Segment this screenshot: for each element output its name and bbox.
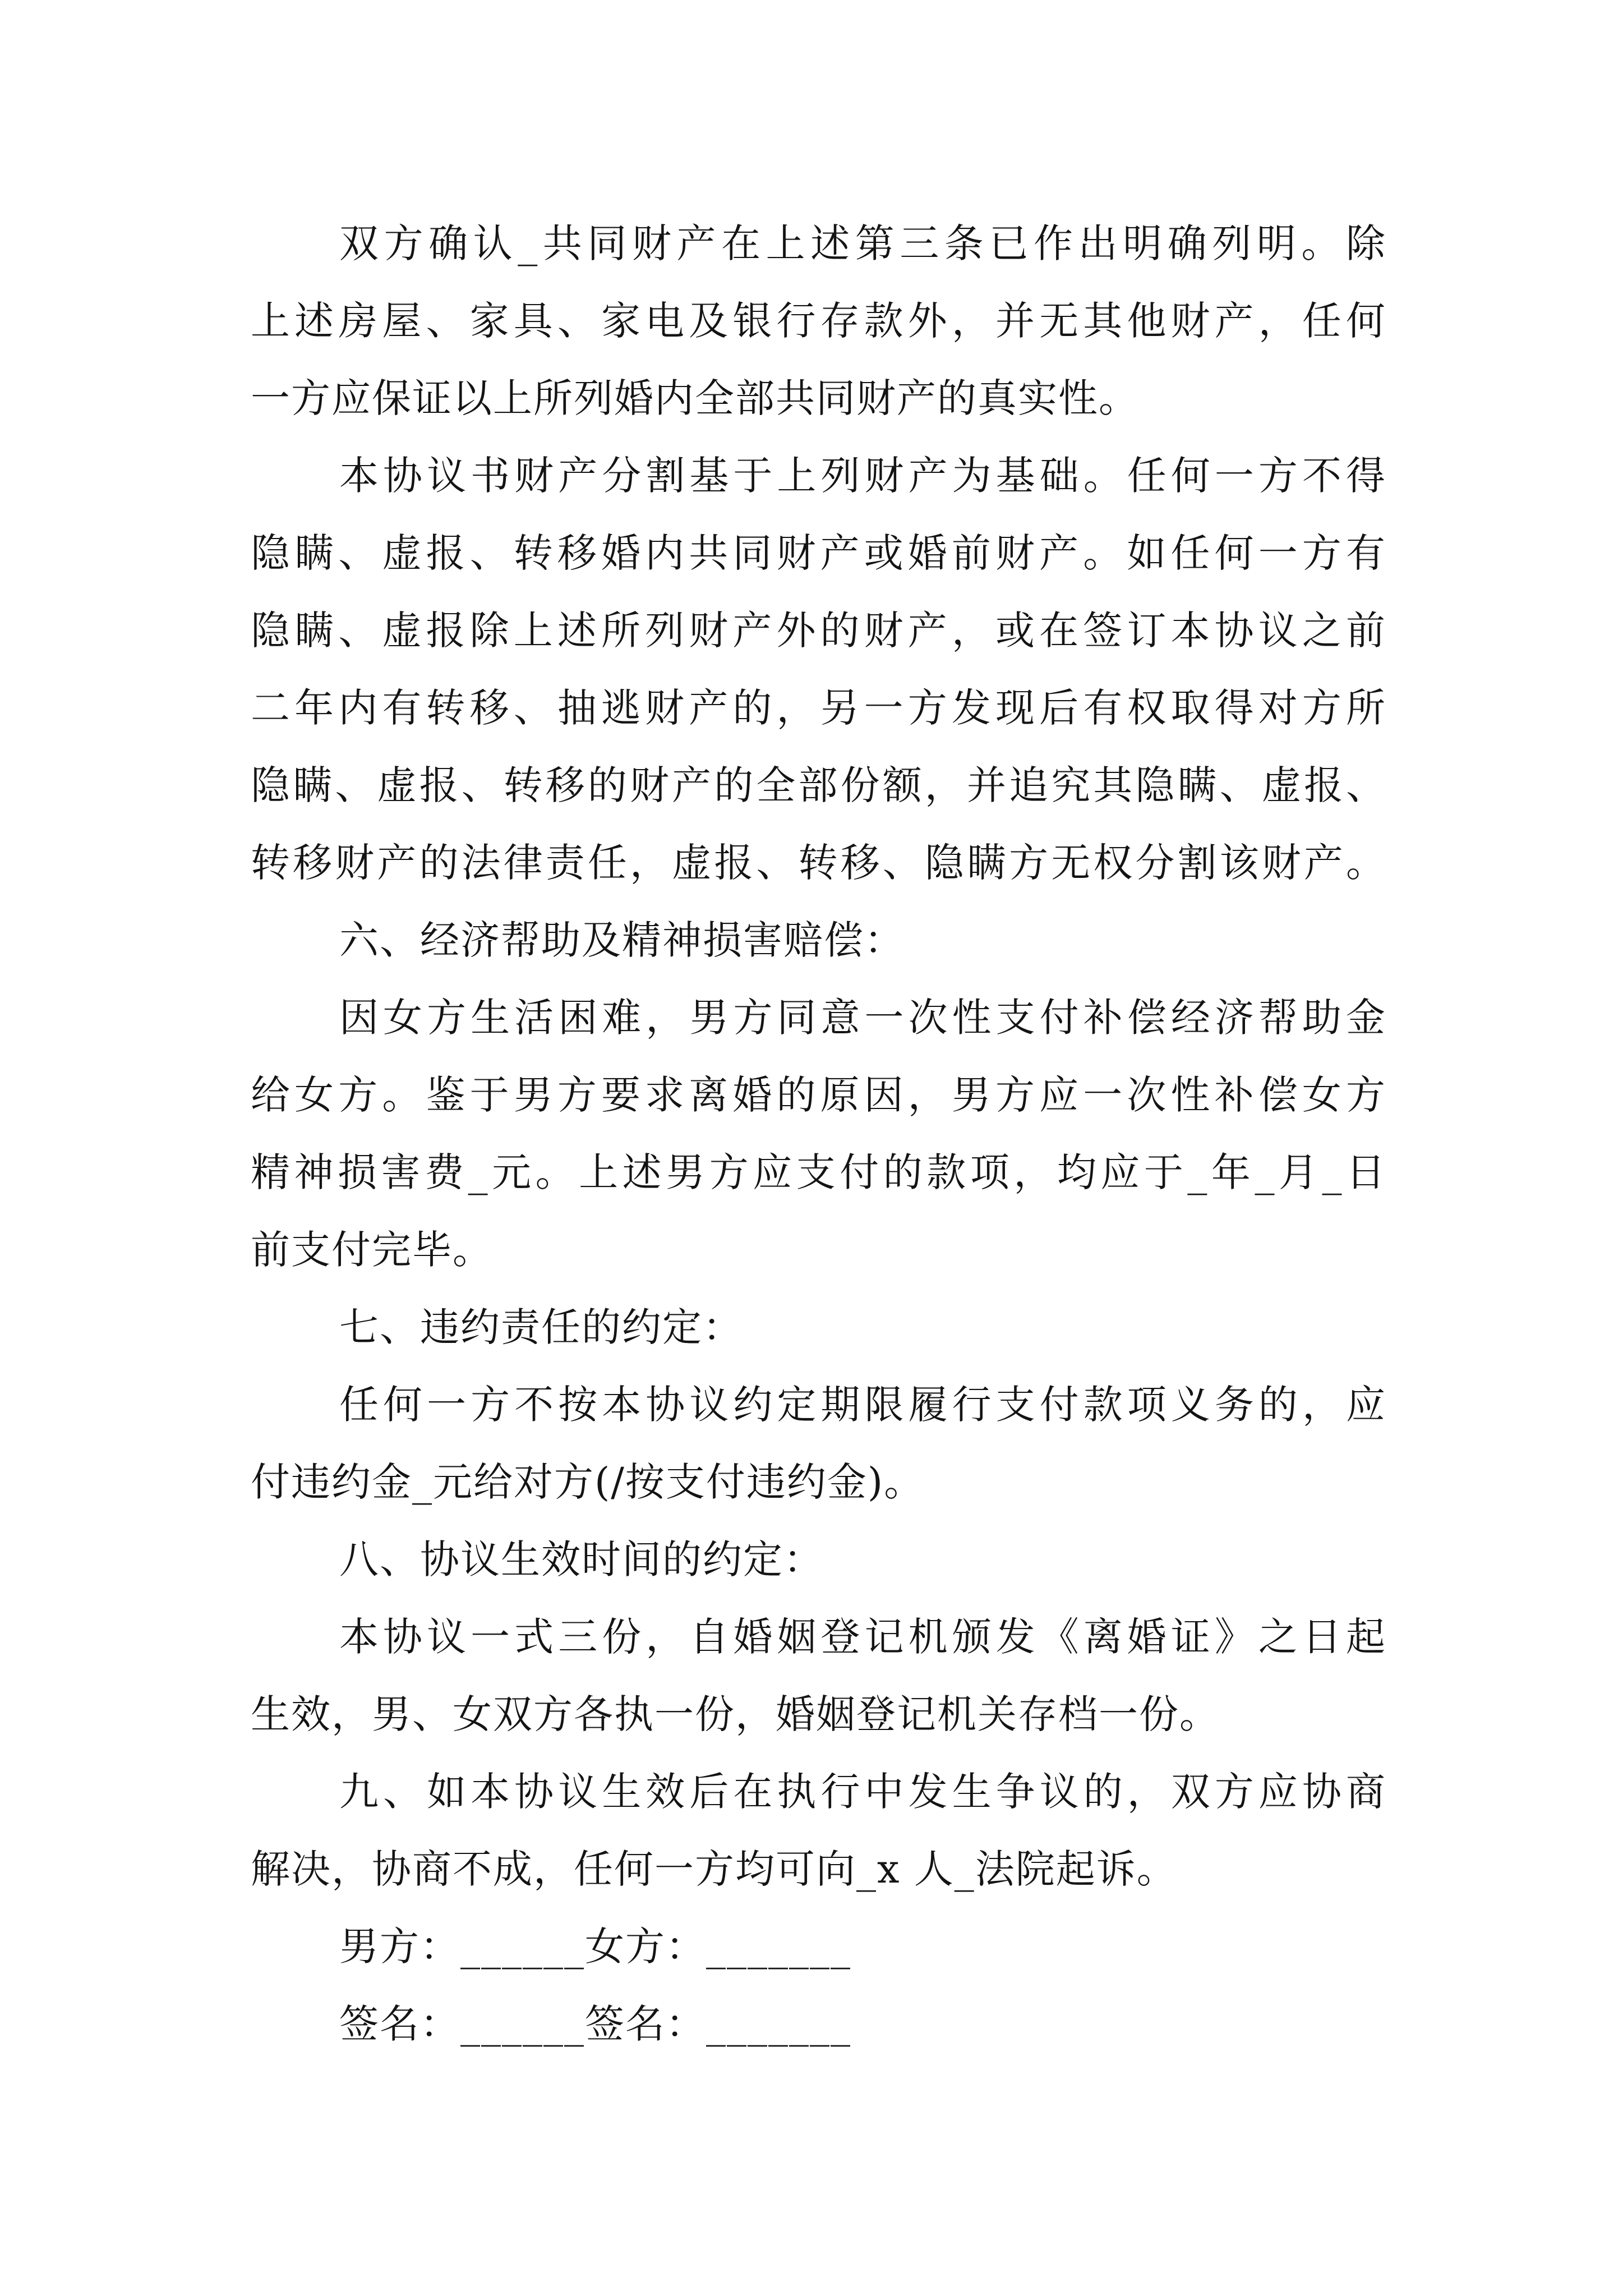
text-line: 一方应保证以上所列婚内全部共同财产的真实性。	[251, 375, 1139, 421]
text-line: 转移财产的法律责任，虚报、转移、隐瞒方无权分割该财产。	[251, 840, 1386, 886]
text-line: 给女方。鉴于男方要求离婚的原因，男方应一次性补偿女方	[251, 1072, 1386, 1118]
text-line: 隐瞒、虚报除上述所列财产外的财产，或在签订本协议之前	[251, 608, 1386, 654]
text-line: 精神损害费_元。上述男方应支付的款项，均应于_年_月_日	[251, 1149, 1386, 1195]
text-line: 本协议书财产分割基于上列财产为基础。任何一方不得	[339, 453, 1386, 499]
paragraph-effective-date	[251, 1598, 1386, 1753]
section-heading: 六、经济帮助及精神损害赔偿：	[339, 917, 905, 963]
signature-block	[251, 1908, 1386, 2063]
section-heading: 八、协议生效时间的约定：	[339, 1536, 824, 1582]
section-heading-seven	[251, 1289, 1386, 1366]
text-line: 前支付完毕。	[251, 1227, 493, 1273]
text-line: 隐瞒、虚报、转移婚内共同财产或婚前财产。如任何一方有	[251, 530, 1386, 576]
text-line: 双方确认_共同财产在上述第三条已作出明确列明。除	[339, 220, 1386, 266]
text-line: 本协议一式三份，自婚姻登记机颁发《离婚证》之日起	[339, 1614, 1386, 1660]
section-heading-six	[251, 901, 1386, 979]
text-line: 解决，协商不成，任何一方均可向_x 人_法院起诉。	[251, 1846, 1177, 1892]
signature-line-parties: 男方：______女方：_______	[339, 1924, 851, 1970]
text-line: 二年内有转移、抽逃财产的，另一方发现后有权取得对方所	[251, 685, 1386, 731]
signature-line-names: 签名：______签名：_______	[339, 2001, 851, 2047]
paragraph-breach-liability	[251, 1366, 1386, 1521]
text-line: 付违约金_元给对方(/按支付违约金)。	[251, 1459, 925, 1505]
text-line: 因女方生活困难，男方同意一次性支付补偿经济帮助金	[339, 995, 1386, 1041]
paragraph-property-confirmation	[251, 205, 1386, 437]
section-heading-eight	[251, 1521, 1386, 1598]
document-body	[251, 205, 1386, 2063]
paragraph-property-division-basis	[251, 437, 1386, 901]
text-line: 上述房屋、家具、家电及银行存款外，并无其他财产，任何	[251, 298, 1386, 344]
paragraph-dispute-resolution	[251, 1753, 1386, 1908]
text-line: 任何一方不按本协议约定期限履行支付款项义务的，应	[339, 1382, 1386, 1428]
paragraph-compensation	[251, 979, 1386, 1289]
text-line: 生效，男、女双方各执一份，婚姻登记机关存档一份。	[251, 1691, 1220, 1737]
text-line: 隐瞒、虚报、转移的财产的全部份额，并追究其隐瞒、虚报、	[251, 762, 1386, 808]
text-line: 九、如本协议生效后在执行中发生争议的，双方应协商	[339, 1769, 1386, 1815]
section-heading: 七、违约责任的约定：	[339, 1304, 743, 1350]
